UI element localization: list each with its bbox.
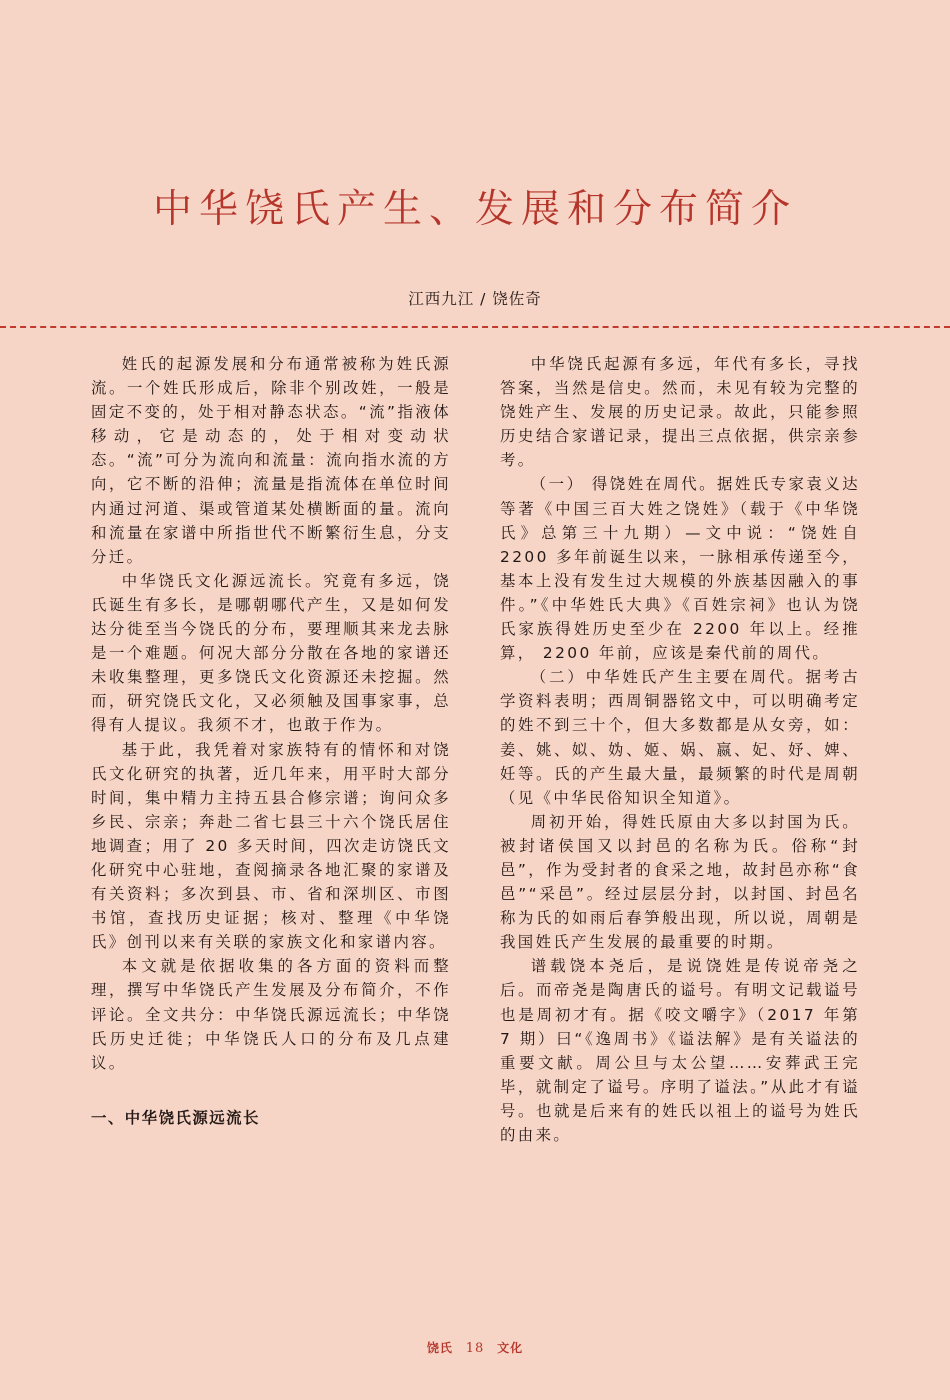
left-column (91, 352, 451, 1130)
page-number: 18 (465, 1341, 485, 1356)
header-divider (0, 326, 950, 328)
paragraph: （二）中华姓氏产生主要在周代。据考古学资料表明；西周铜器铭文中，可以明确考定的姓不到三十个，但大多数都是从女旁，如：姜、姚、姒、妫、姬、娲、嬴、妃、妤、婢、妊等。氏的产生最大量，最频繁的时代是周朝（见《中华民俗知识全知道》。 (500, 668, 860, 807)
paragraph: 中华饶氏起源有多远，年代有多长，寻找答案，当然是信史。然而，未见有较为完整的饶姓产生、发展的历史记录。故此，只能参照历史结合家谱记录，提出三点依据，供宗亲参考。 (500, 355, 860, 470)
paragraph: 姓氏的起源发展和分布通常被称为姓氏源流。一个姓氏形成后，除非个别改姓，一般是固定不变的，处于相对静态状态。“流”指液体移动，它是动态的，处于相对变动状态。“流”可分为流向和流量：流向指水流的方向，它不断的沿伸；流量是指流体在单位时间内通过河道、渠或管道某处横断面的量。流向和流量在家谱中所指世代不断繁衍生息，分支分迁。 (91, 355, 451, 566)
section-heading: 一、中华饶氏源远流长 (91, 1108, 260, 1127)
paragraph: 基于此，我凭着对家族特有的情怀和对饶氏文化研究的执著，近几年来，用平时大部分时间，集中精力主持五县合修宗谱；询问众多乡民、宗亲；奔赴二省七县三十六个饶氏居住地调查；用了 20 多天时间，四次走访饶氏文化研究中心驻地，查阅摘录各地汇聚的家谱及有关资料；多次到县、市、省和深圳区、市图书馆，查找历史证据；核对、整理《中华饶氏》创刊以来有关联的家族文化和家谱内容。 (91, 740, 451, 952)
paragraph: 中华饶氏文化源远流长。究竟有多远，饶氏诞生有多长，是哪朝哪代产生，又是如何发达分徙至当今饶氏的分布，要理顺其来龙去脉是一个难题。何况大部分分散在各地的家谱还未收集整理，更多饶氏文化资源还未挖掘。然而，研究饶氏文化，又必须触及国事家事，总得有人提议。我须不才，也敢于作为。 (91, 571, 451, 735)
article-title: 中华饶氏产生、发展和分布简介 (152, 187, 797, 232)
right-column (500, 352, 860, 1147)
footer-section: 文化 (497, 1341, 524, 1355)
footer-brand: 饶氏 (426, 1341, 453, 1355)
paragraph: 周初开始，得姓氏原由大多以封国为氏。被封诸侯国又以封邑的名称为氏。俗称“封邑”，作为受封者的食采之地，故封邑亦称“食邑”“采邑”。经过层层分封，以封国、封邑名称为氏的如雨后春笋般出现，所以说，周朝是我国姓氏产生发展的最重要的时期。 (500, 812, 860, 952)
paragraph: （一） 得饶姓在周代。据姓氏专家袁义达等著《中国三百大姓之饶姓》（载于《中华饶氏》总第三十九期）—文中说：“饶姓自 2200 多年前诞生以来，一脉相承传递至今，基本上没有发生过大规模的外族基因融入的事件。”《中华姓氏大典》《百姓宗祠》也认为饶氏家族得姓历史至少在 2200 年以上。经推算， 2200 年前，应该是秦代前的周代。 (500, 475, 860, 663)
paragraph: 本文就是依据收集的各方面的资料而整理，撰写中华饶氏产生发展及分布简介，不作评论。全文共分：中华饶氏源远流长；中华饶氏历史迁徙；中华饶氏人口的分布及几点建议。 (91, 957, 451, 1072)
article-author: 江西九江 / 饶佐奇 (408, 290, 542, 308)
page-footer (0, 1339, 950, 1356)
paragraph: 谱载饶本尧后，是说饶姓是传说帝尧之后。而帝尧是陶唐氏的谥号。有明文记载谥号也是周初才有。据《咬文嚼字》（2017 年第 7 期）曰“《逸周书》《谥法解》是有关谥法的重要文献。周公旦与太公望……安葬武王完毕，就制定了谥号。序明了谥法。”从此才有谥号。也就是后来有的姓氏以祖上的谥号为姓氏的由来。 (500, 957, 860, 1144)
